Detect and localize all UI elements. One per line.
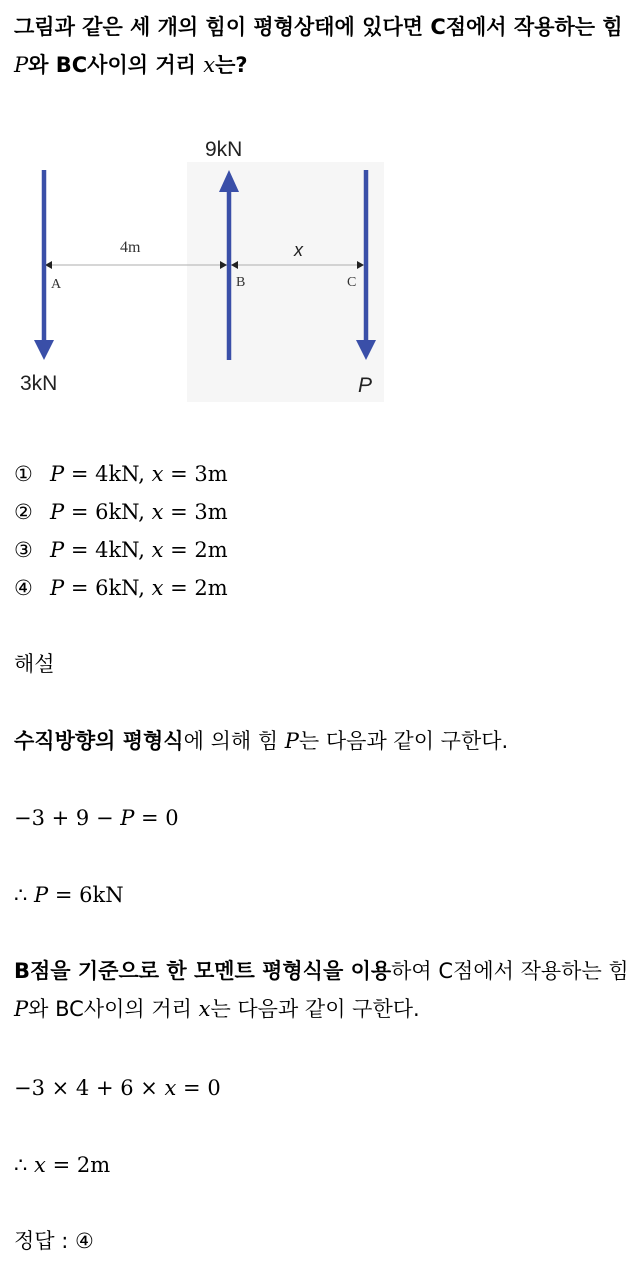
- question-part1: 그림과 같은 세 개의 힘이 평형상태에 있다면 C점에서 작용하는 힘: [14, 15, 623, 39]
- option-x-value: = 3m: [163, 462, 228, 486]
- option-p-value: = 6kN,: [64, 500, 152, 524]
- step2-x: x: [198, 997, 211, 1021]
- option-x-value: = 2m: [163, 576, 228, 600]
- step1-p: P: [284, 729, 299, 753]
- option-p-value: = 4kN,: [64, 538, 152, 562]
- equation-1: [14, 799, 179, 837]
- step1-text-a: 에 의해 힘: [183, 729, 285, 753]
- label-p: P: [358, 374, 373, 397]
- res2-a: ∴: [14, 1153, 35, 1177]
- step1-text-b: 는 다음과 같이 구한다.: [298, 729, 509, 753]
- eq1-p: P: [120, 806, 135, 830]
- option-1[interactable]: [14, 455, 228, 493]
- label-b: B: [236, 275, 246, 290]
- option-number: ④: [14, 576, 33, 600]
- question-part3: 는?: [215, 53, 248, 77]
- option-x: x: [151, 576, 164, 600]
- option-x: x: [151, 500, 164, 524]
- solution-step1: [14, 722, 508, 760]
- option-p: P: [50, 500, 65, 524]
- question-text: [14, 8, 632, 84]
- answer-options: [14, 455, 228, 607]
- option-3[interactable]: [14, 531, 228, 569]
- question-p-symbol: P: [14, 53, 29, 77]
- answer-line: 정답 : ④: [14, 1229, 94, 1253]
- label-c: C: [347, 275, 357, 290]
- arrow-a-head: [34, 340, 54, 360]
- solution-heading: 해설: [14, 652, 55, 676]
- step2-text-c: 는 다음과 같이 구한다.: [210, 997, 420, 1021]
- eq2-b: = 0: [176, 1076, 221, 1100]
- result-1: [14, 876, 124, 914]
- solution-step2: [14, 952, 634, 1028]
- option-x-value: = 2m: [163, 538, 228, 562]
- question-part2: 와 BC사이의 거리: [28, 53, 204, 77]
- eq2-x: x: [164, 1076, 177, 1100]
- equation-2: [14, 1069, 221, 1107]
- res1-a: ∴: [14, 883, 35, 907]
- option-x-value: = 3m: [163, 500, 228, 524]
- label-3kn: 3kN: [20, 372, 58, 395]
- step2-text-a: 하여 C점에서 작용하는 힘: [391, 959, 629, 983]
- step1-bold: 수직방향의 평형식: [14, 729, 184, 753]
- result-2: [14, 1146, 110, 1184]
- label-a: A: [51, 277, 62, 292]
- option-p-value: = 4kN,: [64, 462, 152, 486]
- res2-x: x: [34, 1153, 46, 1177]
- option-p-value: = 6kN,: [64, 576, 152, 600]
- step2-text-b: 와 BC사이의 거리: [28, 997, 199, 1021]
- label-4m: 4m: [120, 239, 141, 256]
- option-p: P: [50, 576, 65, 600]
- res1-b: = 6kN: [48, 883, 124, 907]
- eq2-a: −3 × 4 + 6 ×: [14, 1076, 165, 1100]
- step2-bold: B점을 기준으로 한 모멘트 평형식을 이용: [14, 959, 392, 983]
- label-9kn: 9kN: [205, 138, 243, 161]
- option-p: P: [50, 462, 65, 486]
- eq1-b: = 0: [134, 806, 179, 830]
- label-x: x: [294, 240, 303, 260]
- option-2[interactable]: [14, 493, 228, 531]
- question-x-symbol: x: [203, 53, 216, 77]
- option-4[interactable]: [14, 569, 228, 607]
- force-diagram: [12, 122, 384, 412]
- step2-p: P: [14, 997, 29, 1021]
- option-number: ①: [14, 462, 33, 486]
- res2-b: = 2m: [45, 1153, 111, 1177]
- option-x: x: [151, 538, 164, 562]
- option-number: ②: [14, 500, 33, 524]
- option-p: P: [50, 538, 65, 562]
- eq1-a: −3 + 9 −: [14, 806, 121, 830]
- res1-p: P: [34, 883, 49, 907]
- option-x: x: [151, 462, 164, 486]
- option-number: ③: [14, 538, 33, 562]
